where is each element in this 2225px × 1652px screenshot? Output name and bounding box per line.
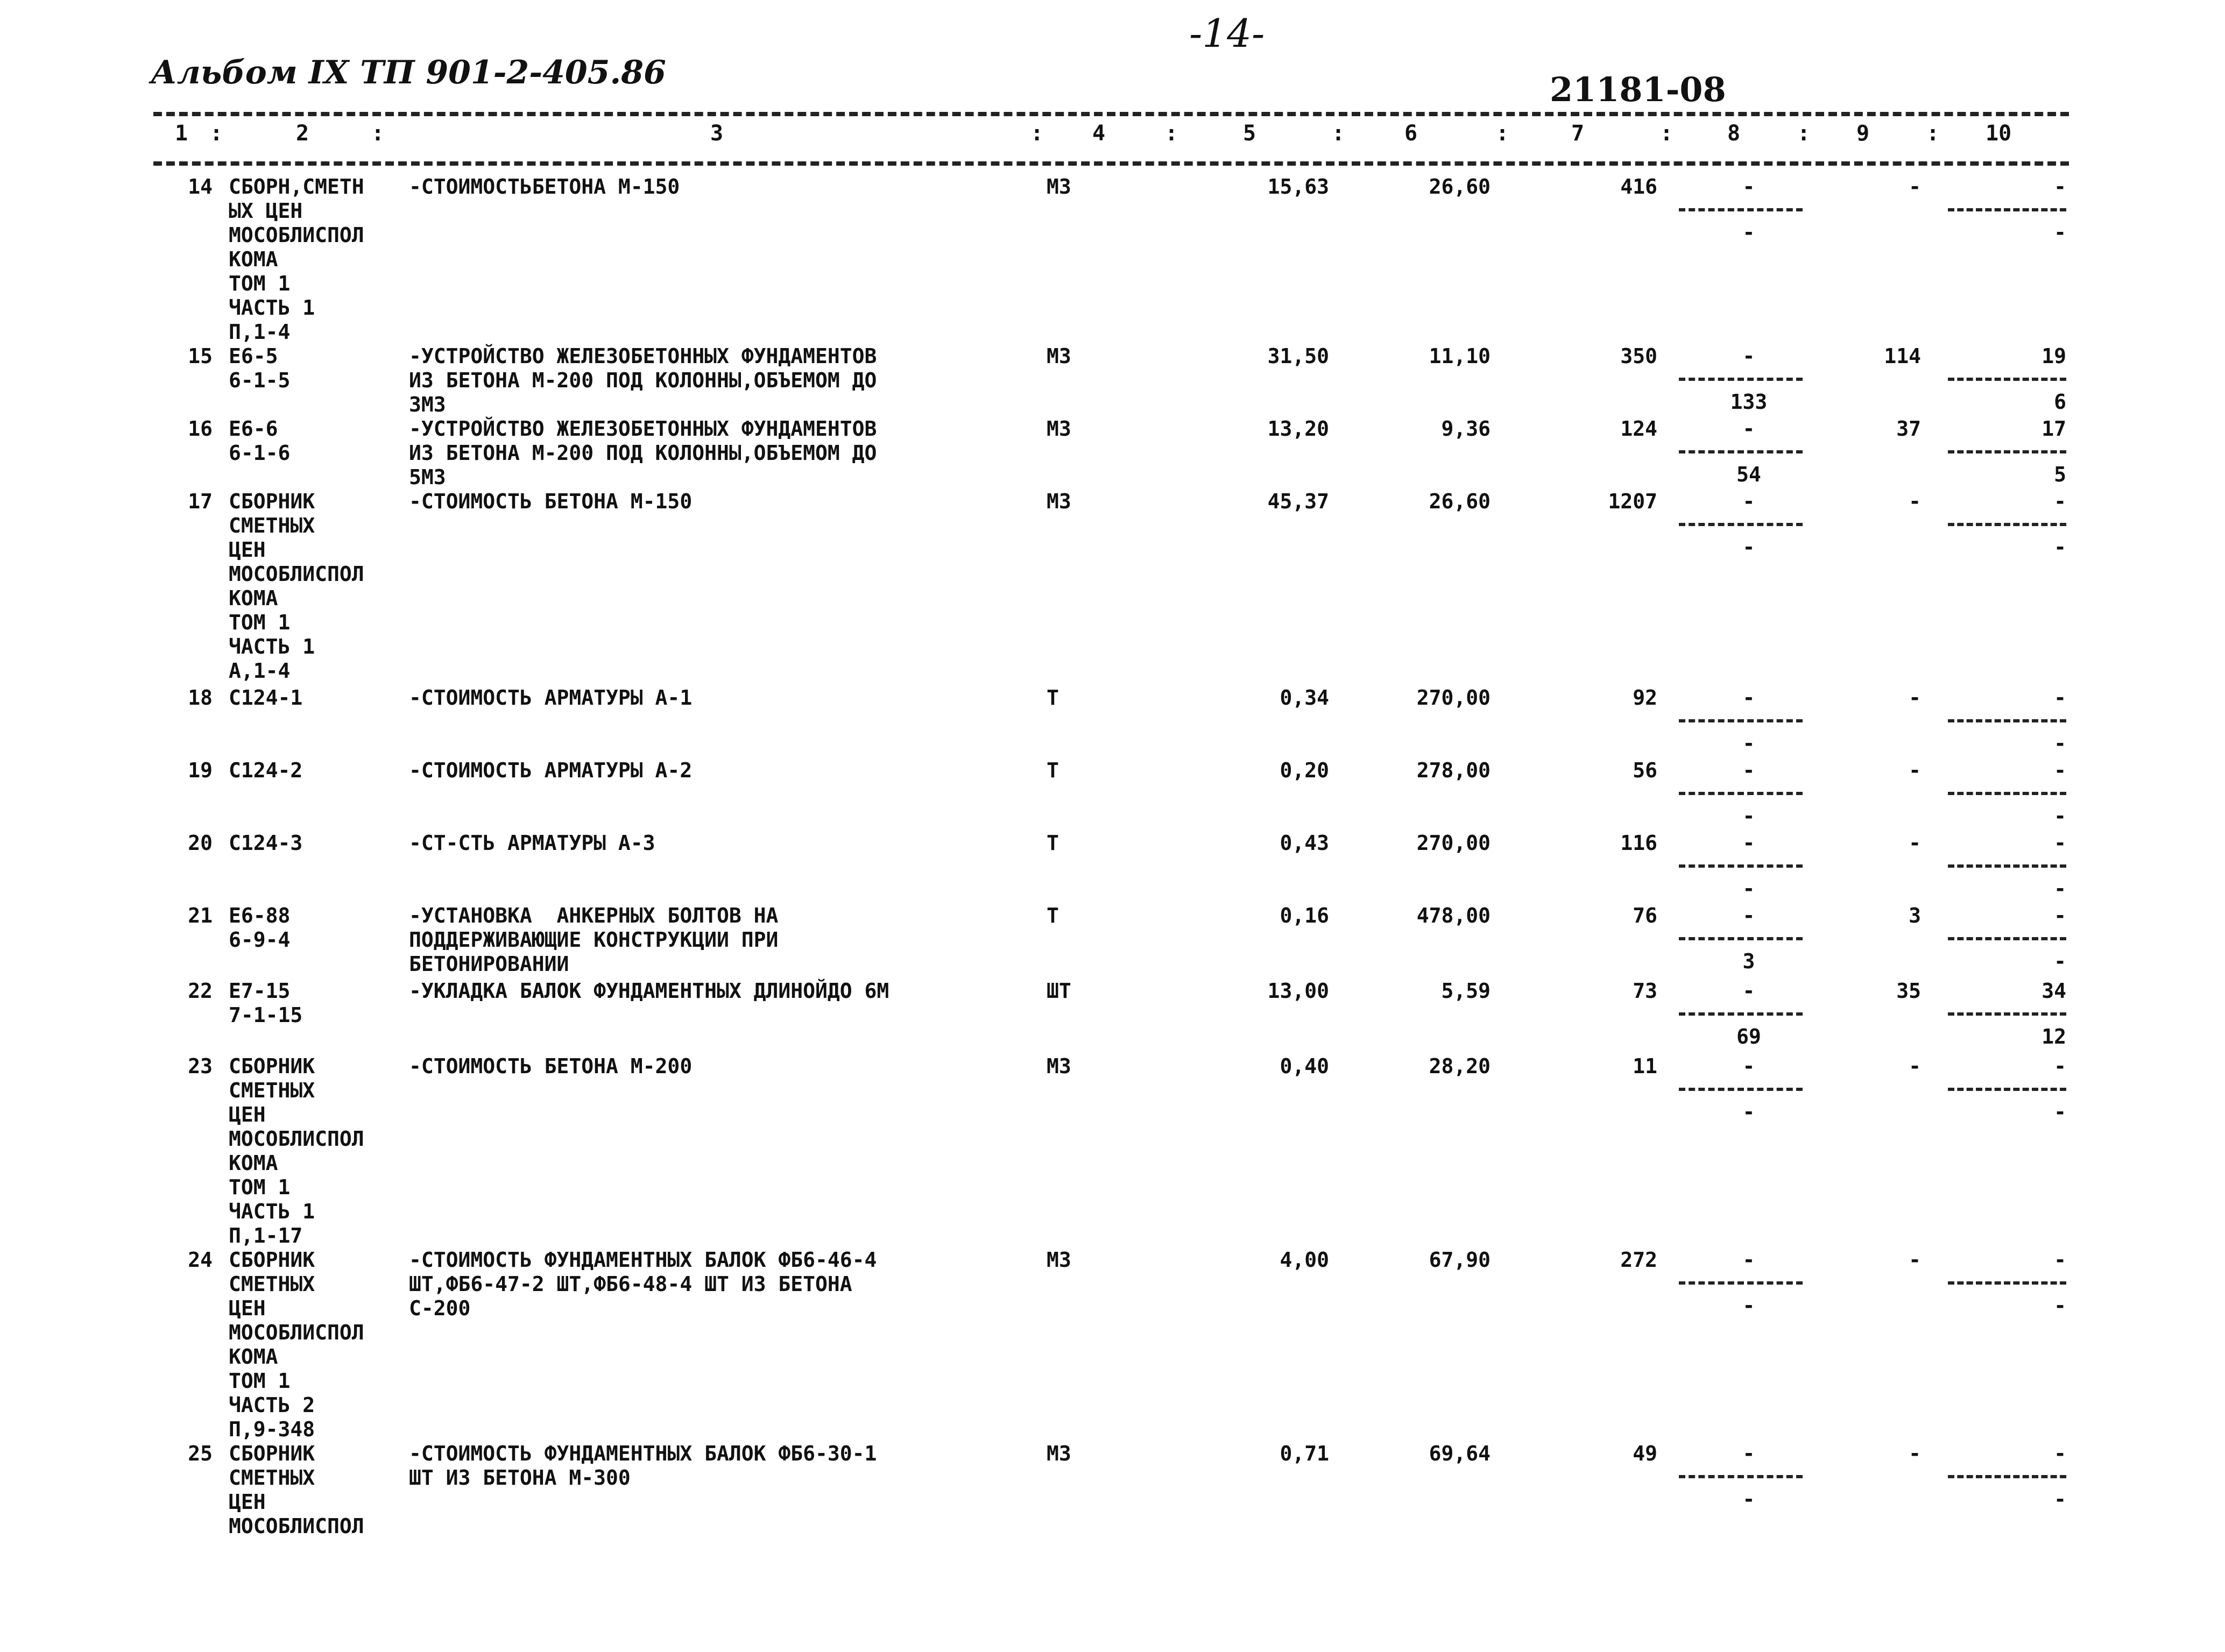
unit-price: 11,10: [1429, 344, 1491, 368]
col10-top-value: -: [2054, 758, 2066, 782]
col10-top-value: -: [2054, 1442, 2066, 1465]
total-cost: 92: [1633, 686, 1657, 710]
item-code: С124-3: [229, 831, 303, 855]
item-code: СБОРН,СМЕТН ЫХ ЦЕН МОСОБЛИСПОЛ КОМА ТОМ 1 ЧАСТЬ 1 П,1-4: [229, 175, 364, 344]
col8-bottom-value: -: [1742, 877, 1755, 901]
col8-fraction-line: [1679, 378, 1803, 381]
total-cost: 56: [1633, 758, 1657, 782]
col8-bottom-value: -: [1742, 535, 1755, 559]
work-description: -УСТРОЙСТВО ЖЕЛЕЗОБЕТОННЫХ ФУНДАМЕНТОВ ИЗ БЕТОНА М-200 ПОД КОЛОННЫ,ОБЪЕМОМ ДО 3М3: [409, 344, 877, 416]
item-code: СБОРНИК СМЕТНЫХ ЦЕН МОСОБЛИСПОЛ КОМА ТОМ 1 ЧАСТЬ 1 П,1-17: [229, 1054, 364, 1247]
column-header-7: 7: [1571, 121, 1585, 146]
row-number: 17: [188, 490, 213, 513]
work-description: -СТОИМОСТЬ БЕТОНА М-150: [409, 490, 693, 513]
unit-price: 28,20: [1429, 1054, 1491, 1078]
col8-bottom-value: 54: [1736, 463, 1761, 486]
row-number: 19: [188, 758, 213, 782]
work-description: -СТОИМОСТЬ АРМАТУРЫ А-1: [409, 686, 693, 710]
col8-top-value: -: [1742, 175, 1755, 198]
col9-value: -: [1909, 1054, 1921, 1078]
header-bottom-rule: [153, 161, 2069, 166]
col8-top-value: -: [1742, 490, 1755, 513]
col10-fraction-line: [1948, 792, 2066, 795]
col10-bottom-value: -: [2054, 221, 2066, 244]
col8-bottom-value: -: [1742, 1294, 1755, 1317]
col9-value: -: [1909, 490, 1921, 513]
col10-fraction-line: [1948, 864, 2066, 868]
column-separator: :: [1165, 121, 1178, 146]
col8-bottom-value: -: [1742, 1100, 1755, 1124]
col10-top-value: -: [2054, 175, 2066, 198]
album-title: Альбом IX ТП 901-2-405.86: [151, 54, 666, 91]
unit-of-measure: М3: [1047, 344, 1071, 368]
quantity: 45,37: [1267, 490, 1329, 513]
row-number: 18: [188, 686, 213, 710]
total-cost: 76: [1633, 904, 1657, 927]
col9-value: -: [1909, 831, 1921, 855]
col8-fraction-line: [1679, 1281, 1803, 1285]
column-header-2: 2: [296, 121, 309, 146]
unit-price: 278,00: [1416, 758, 1491, 782]
row-number: 14: [188, 175, 213, 198]
col10-bottom-value: -: [2054, 732, 2066, 755]
quantity: 0,43: [1280, 831, 1329, 855]
item-code: СБОРНИК СМЕТНЫХ ЦЕН МОСОБЛИСПОЛ КОМА ТОМ 1 ЧАСТЬ 2 П,9-348: [229, 1248, 364, 1441]
unit-of-measure: Т: [1047, 758, 1059, 782]
col10-bottom-value: 6: [2054, 390, 2066, 414]
col10-bottom-value: 5: [2054, 463, 2066, 486]
document-code: 21181-08: [1550, 70, 1726, 109]
col8-top-value: -: [1742, 979, 1755, 1003]
unit-of-measure: М3: [1047, 1054, 1071, 1078]
column-separator: :: [1332, 121, 1345, 146]
col10-bottom-value: -: [2054, 877, 2066, 901]
work-description: -СТОИМОСТЬ ФУНДАМЕНТНЫХ БАЛОК ФБ6-30-1 ШТ ИЗ БЕТОНА М-300: [409, 1442, 877, 1490]
col10-top-value: -: [2054, 831, 2066, 855]
col8-fraction-line: [1679, 1012, 1803, 1016]
item-code: СБОРНИК СМЕТНЫХ ЦЕН МОСОБЛИСПОЛ: [229, 1442, 364, 1538]
col8-top-value: -: [1742, 758, 1755, 782]
total-cost: 272: [1620, 1248, 1657, 1272]
col10-top-value: -: [2054, 1054, 2066, 1078]
col8-top-value: -: [1742, 686, 1755, 710]
col10-top-value: 34: [2042, 979, 2066, 1003]
col8-top-value: -: [1742, 831, 1755, 855]
row-number: 25: [188, 1442, 213, 1465]
work-description: -СТОИМОСТЬБЕТОНА М-150: [409, 175, 680, 198]
unit-of-measure: М3: [1047, 417, 1071, 441]
work-description: -СТ-СТЬ АРМАТУРЫ А-3: [409, 831, 655, 855]
row-number: 16: [188, 417, 213, 441]
column-separator: :: [1496, 121, 1509, 146]
col8-fraction-line: [1679, 937, 1803, 940]
col10-top-value: 17: [2042, 417, 2066, 441]
quantity: 15,63: [1267, 175, 1329, 198]
col8-bottom-value: 133: [1730, 390, 1768, 414]
col10-top-value: -: [2054, 490, 2066, 513]
unit-price: 26,60: [1429, 490, 1491, 513]
column-header-1: 1: [175, 121, 188, 146]
column-header-3: 3: [710, 121, 724, 146]
col8-bottom-value: -: [1742, 804, 1755, 828]
unit-of-measure: М3: [1047, 1248, 1071, 1272]
col10-top-value: 19: [2042, 344, 2066, 368]
row-number: 24: [188, 1248, 213, 1272]
col8-fraction-line: [1679, 1088, 1803, 1091]
total-cost: 73: [1633, 979, 1657, 1003]
col10-bottom-value: -: [2054, 1294, 2066, 1317]
col8-top-value: -: [1742, 904, 1755, 927]
column-header-8: 8: [1727, 121, 1741, 146]
work-description: -УСТАНОВКА АНКЕРНЫХ БОЛТОВ НА ПОДДЕРЖИВАЮЩИЕ КОНСТРУКЦИИ ПРИ БЕТОНИРОВАНИИ: [409, 904, 779, 976]
col8-fraction-line: [1679, 208, 1803, 211]
item-code: Е6-6 6-1-6: [229, 417, 291, 465]
col9-value: -: [1909, 175, 1921, 198]
col10-fraction-line: [1948, 1475, 2066, 1478]
col8-fraction-line: [1679, 719, 1803, 722]
col10-fraction-line: [1948, 378, 2066, 381]
col8-fraction-line: [1679, 523, 1803, 526]
col10-bottom-value: -: [2054, 804, 2066, 828]
column-header-4: 4: [1092, 121, 1106, 146]
column-header-10: 10: [1986, 121, 2012, 146]
total-cost: 116: [1620, 831, 1657, 855]
total-cost: 49: [1633, 1442, 1657, 1465]
row-number: 20: [188, 831, 213, 855]
col9-value: 3: [1909, 904, 1921, 927]
item-code: Е7-15 7-1-15: [229, 979, 303, 1027]
col8-fraction-line: [1679, 864, 1803, 868]
quantity: 31,50: [1267, 344, 1329, 368]
quantity: 0,40: [1280, 1054, 1329, 1078]
unit-of-measure: М3: [1047, 1442, 1071, 1465]
col10-fraction-line: [1948, 450, 2066, 453]
item-code: С124-1: [229, 686, 303, 710]
unit-of-measure: Т: [1047, 904, 1059, 927]
col9-value: 114: [1884, 344, 1921, 368]
quantity: 0,71: [1280, 1442, 1329, 1465]
col10-top-value: -: [2054, 686, 2066, 710]
unit-price: 69,64: [1429, 1442, 1491, 1465]
column-separator: :: [1030, 121, 1044, 146]
col8-bottom-value: -: [1742, 1487, 1755, 1511]
quantity: 0,20: [1280, 758, 1329, 782]
work-description: -УСТРОЙСТВО ЖЕЛЕЗОБЕТОННЫХ ФУНДАМЕНТОВ ИЗ БЕТОНА М-200 ПОД КОЛОННЫ,ОБЪЕМОМ ДО 5М3: [409, 417, 877, 489]
unit-of-measure: Т: [1047, 686, 1059, 710]
unit-of-measure: М3: [1047, 175, 1071, 198]
col8-bottom-value: 69: [1736, 1025, 1761, 1048]
unit-price: 270,00: [1416, 831, 1491, 855]
column-separator: :: [1660, 121, 1673, 146]
work-description: -УКЛАДКА БАЛОК ФУНДАМЕНТНЫХ ДЛИНОЙДО 6М: [409, 979, 889, 1003]
unit-price: 9,36: [1441, 417, 1491, 441]
col10-top-value: -: [2054, 1248, 2066, 1272]
column-header-5: 5: [1243, 121, 1256, 146]
col10-bottom-value: -: [2054, 949, 2066, 973]
col10-fraction-line: [1948, 1012, 2066, 1016]
col9-value: 37: [1896, 417, 1921, 441]
column-header-6: 6: [1404, 121, 1418, 146]
col8-top-value: -: [1742, 1442, 1755, 1465]
unit-of-measure: ШТ: [1047, 979, 1071, 1003]
total-cost: 11: [1633, 1054, 1657, 1078]
column-header-9: 9: [1856, 121, 1870, 146]
col9-value: -: [1909, 686, 1921, 710]
column-separator: :: [371, 121, 385, 146]
col8-fraction-line: [1679, 792, 1803, 795]
unit-price: 67,90: [1429, 1248, 1491, 1272]
col10-fraction-line: [1948, 719, 2066, 722]
work-description: -СТОИМОСТЬ АРМАТУРЫ А-2: [409, 758, 693, 782]
row-number: 23: [188, 1054, 213, 1078]
row-number: 22: [188, 979, 213, 1003]
col10-fraction-line: [1948, 937, 2066, 940]
col8-fraction-line: [1679, 450, 1803, 453]
col9-value: -: [1909, 1248, 1921, 1272]
unit-price: 478,00: [1416, 904, 1491, 927]
col8-bottom-value: -: [1742, 732, 1755, 755]
item-code: Е6-5 6-1-5: [229, 344, 291, 392]
unit-of-measure: Т: [1047, 831, 1059, 855]
col10-fraction-line: [1948, 1281, 2066, 1285]
unit-price: 26,60: [1429, 175, 1491, 198]
column-separator: :: [210, 121, 223, 146]
column-separator: :: [1797, 121, 1811, 146]
col10-bottom-value: -: [2054, 1100, 2066, 1124]
total-cost: 1207: [1608, 490, 1657, 513]
col10-fraction-line: [1948, 1088, 2066, 1091]
col8-top-value: -: [1742, 1248, 1755, 1272]
col10-bottom-value: -: [2054, 1487, 2066, 1511]
item-code: С124-2: [229, 758, 303, 782]
unit-price: 270,00: [1416, 686, 1491, 710]
col9-value: -: [1909, 1442, 1921, 1465]
quantity: 13,00: [1267, 979, 1329, 1003]
quantity: 4,00: [1280, 1248, 1329, 1272]
item-code: Е6-88 6-9-4: [229, 904, 291, 952]
quantity: 0,16: [1280, 904, 1329, 927]
total-cost: 124: [1620, 417, 1657, 441]
col8-bottom-value: -: [1742, 221, 1755, 244]
col8-bottom-value: 3: [1742, 949, 1755, 973]
col9-value: 35: [1896, 979, 1921, 1003]
quantity: 0,34: [1280, 686, 1329, 710]
col8-fraction-line: [1679, 1475, 1803, 1478]
total-cost: 416: [1620, 175, 1657, 198]
col10-bottom-value: -: [2054, 535, 2066, 559]
item-code: СБОРНИК СМЕТНЫХ ЦЕН МОСОБЛИСПОЛ КОМА ТОМ 1 ЧАСТЬ 1 А,1-4: [229, 490, 364, 683]
row-number: 15: [188, 344, 213, 368]
header-top-rule: [153, 112, 2069, 116]
col10-top-value: -: [2054, 904, 2066, 927]
row-number: 21: [188, 904, 213, 927]
unit-of-measure: М3: [1047, 490, 1071, 513]
col8-top-value: -: [1742, 417, 1755, 441]
col8-top-value: -: [1742, 344, 1755, 368]
col9-value: -: [1909, 758, 1921, 782]
col10-fraction-line: [1948, 523, 2066, 526]
col10-fraction-line: [1948, 208, 2066, 211]
col10-bottom-value: 12: [2042, 1025, 2066, 1048]
quantity: 13,20: [1267, 417, 1329, 441]
column-separator: :: [1926, 121, 1940, 146]
work-description: -СТОИМОСТЬ ФУНДАМЕНТНЫХ БАЛОК ФБ6-46-4 ШТ,ФБ6-47-2 ШТ,ФБ6-48-4 ШТ ИЗ БЕТОНА С-200: [409, 1248, 877, 1320]
col8-top-value: -: [1742, 1054, 1755, 1078]
total-cost: 350: [1620, 344, 1657, 368]
unit-price: 5,59: [1441, 979, 1491, 1003]
work-description: -СТОИМОСТЬ БЕТОНА М-200: [409, 1054, 693, 1078]
page-number: -14-: [1189, 11, 1265, 56]
